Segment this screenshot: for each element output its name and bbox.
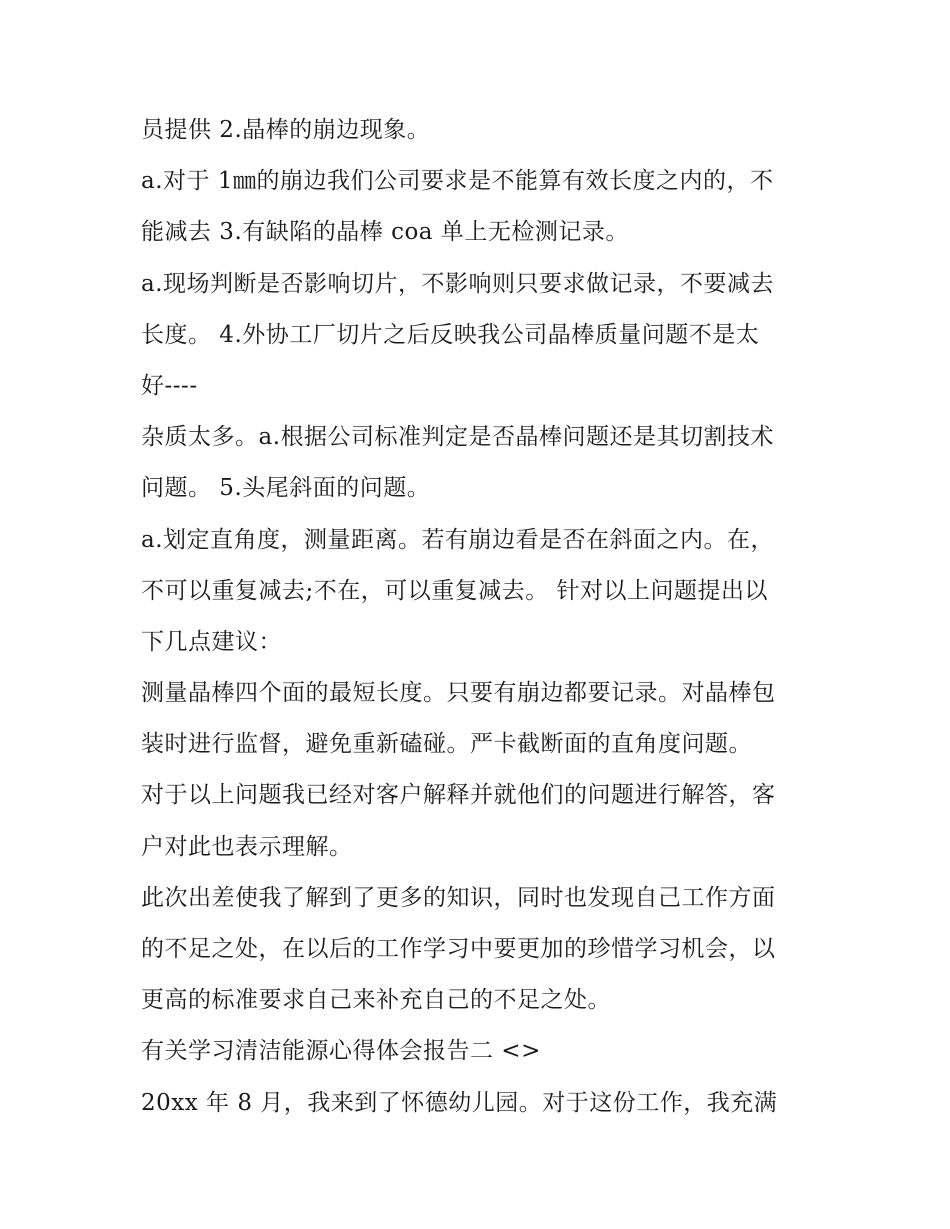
text-line: a.现场判断是否影响切片，不影响则只要求做记录，不要减去 [141, 270, 775, 297]
text-line: 下几点建议： [141, 628, 282, 655]
text-line: 杂质太多。a.根据公司标准判定是否晶棒问题还是其切割技术 [141, 424, 775, 451]
text-line: 装时进行监督，避免重新磕碰。严卡截断面的直角度问题。 [141, 731, 752, 758]
text-line: 的不足之处，在以后的工作学习中要更加的珍惜学习机会，以 [141, 936, 776, 962]
text-line: 问题。 5.头尾斜面的问题。 [141, 475, 431, 502]
text-line: 此次出差使我了解到了更多的知识，同时也发现自己工作方面 [141, 884, 776, 911]
section-heading: 有关学习清洁能源心得体会报告二 <> [141, 1038, 541, 1065]
text-line: 员提供 2.晶棒的崩边现象。 [141, 117, 431, 143]
text-line: 更高的标准要求自己来补充自己的不足之处。 [141, 987, 611, 1014]
text-line: 不可以重复减去;不在，可以重复减去。 针对以上问题提出以 [141, 577, 769, 604]
text-line: a.对于 1㎜的崩边我们公司要求是不能算有效长度之内的，不 [141, 168, 774, 195]
text-line: 测量晶棒四个面的最短长度。只要有崩边都要记录。对晶棒包 [141, 680, 776, 707]
text-line: 户对此也表示理解。 [141, 833, 353, 860]
text-line: 20xx 年 8 月，我来到了怀德幼儿园。对于这份工作，我充满 [141, 1089, 778, 1116]
text-line: 好---- [141, 372, 198, 399]
text-line: 长度。 4.外协工厂切片之后反映我公司晶棒质量问题不是太 [141, 321, 760, 348]
document-body [141, 105, 831, 1129]
text-line: 能减去 3.有缺陷的晶棒 coa 单上无检测记录。 [141, 219, 629, 246]
text-line: 对于以上问题我已经对客户解释并就他们的问题进行解答，客 [141, 782, 776, 809]
text-line: a.划定直角度，测量距离。若有崩边看是否在斜面之内。在， [141, 526, 775, 553]
